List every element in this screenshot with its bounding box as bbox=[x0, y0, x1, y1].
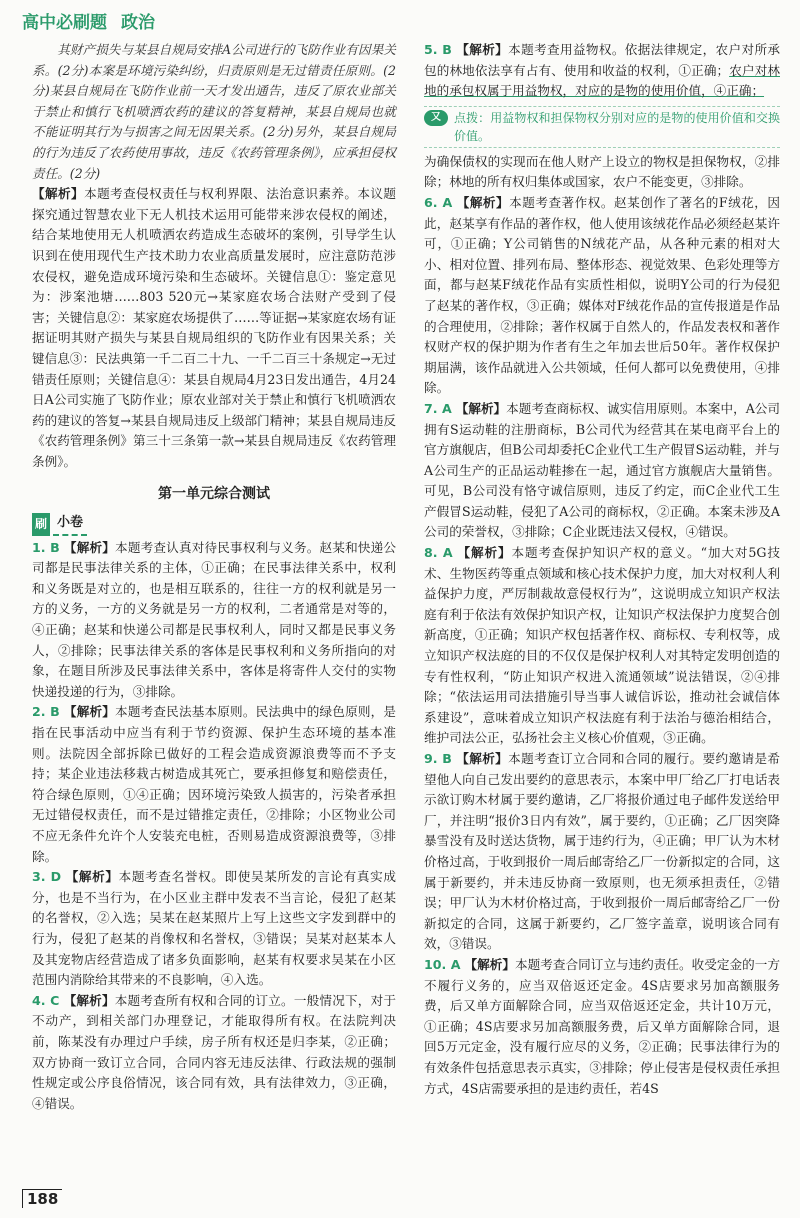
answer-item bbox=[424, 955, 780, 1099]
answer-text: 本题考查认真对待民事权利与义务。赵某和快递公司都是民事法律关系的主体，①正确；在民事法律关系中，权利和义务既是对立的，也是相互联系的，往往一方的权利就是另一方的义务，一方的义务就是另一方的权利，二者通常是对等的，④正确；赵某和快递公司都是民事权利人，同时又都是民事义务人，②排除；民事法律关系的客体是民事权利和义务所指向的对象，在题目所涉及民事法律关系中，客体是将寄件人交付的实物快递投递的行为，③排除。 bbox=[32, 539, 397, 699]
answer-item bbox=[32, 867, 396, 991]
answer-number: 6. A bbox=[424, 194, 453, 210]
answer-number: 4. C bbox=[32, 992, 60, 1008]
section-title: 第一单元综合测试 bbox=[158, 486, 270, 503]
analysis-label: 【解析】 bbox=[32, 186, 85, 202]
book-title: 高中必刷题 bbox=[22, 13, 107, 33]
answer-text: 本题考查著作权。赵某创作了著名的F绒花，因此，赵某享有作品的著作权，他人使用该绒花作品必须经赵某许可，①正确；Y公司销售的N绒花产品，从各种元素的相对大小、相对位置、排列布局、整体形态、视觉效果、色彩处理等方面，都与赵某F绒花作品有实质性相似，说明Y公司的行为侵犯了赵某的著作权，③正确；媒体对F绒花作品的宣传报道是作品的合理使用，②排除；著作权属于自然人的，作品发表权和著作权财产权的保护期为作者有生之年加去世后50年。著作权保护期届满，该作品就进入公共领域，任何人都可以免费使用，④排除。 bbox=[424, 194, 780, 396]
answer-item bbox=[32, 538, 396, 703]
right-column bbox=[424, 40, 780, 1099]
answer-text: 本题考查商标权、诚实信用原则。本案中，A公司拥有S运动鞋的注册商标，B公司代为经营其在某电商平台上的官方旗舰店，但B公司却委托C企业代工生产假冒S运动鞋，并与A公司生产的正品运动鞋掺在一起，通过官方旗舰店大量销售。可见，B公司没有恪守诚信原则，违反了约定，而C企业代工生产假冒S运动鞋，侵犯了A公司的商标权，②正确。本案未涉及A公司的荣誉权，③排除；C企业既违法又侵权，④错误。 bbox=[424, 400, 781, 540]
answer-item bbox=[424, 543, 780, 749]
answer-number: 10. A bbox=[424, 956, 461, 972]
underlined-text: 农户对林地的承包权属于用益物权，对应的是物的使用价值，④正确； bbox=[424, 62, 780, 99]
analysis-label: 【解析】 bbox=[464, 956, 515, 972]
answer-text: 本题考查民法基本原则。民法典中的绿色原则，是指在民事活动中应当有利于节约资源、保护生态环境的基本准则。法院因全部拆除已做好的工程会造成资源浪费等而不予支持；某企业违法移栽古树造成其死亡，要承担修复和赔偿责任，符合绿色原则，①④正确；因环境污染致人损害的，污染者承担无过错侵权责任，而不是过错推定责任，②排除；小区物业公司不应无条件允许个人安装充电桩，否则易造成资源浪费等，③排除。 bbox=[32, 704, 397, 864]
answer-item bbox=[424, 193, 780, 399]
analysis-label: 【解析】 bbox=[63, 539, 116, 555]
tip-text: 点拨：用益物权和担保物权分别对应的是物的使用价值和交换价值。 bbox=[454, 110, 780, 143]
analysis-paragraph bbox=[32, 184, 396, 472]
answer-number: 8. A bbox=[424, 545, 453, 561]
answer-text: 本题考查所有权和合同的订立。一般情况下，对于不动产，到相关部门办理登记，才能取得所有权。在法院判决前，陈某没有办理过户手续，房子所有权还是归李某，②正确；双方协商一致订立合同，合同内容无违反法律、行政法规的强制性规定或公序良俗情况，该合同有效，具有法律效力，③正确，④错误。 bbox=[32, 992, 396, 1111]
practice-badge: 刷 bbox=[32, 513, 50, 536]
analysis-label: 【解析】 bbox=[455, 400, 507, 416]
answer-item bbox=[424, 399, 780, 543]
answer-number: 5. B bbox=[424, 42, 452, 57]
answer-item bbox=[424, 40, 780, 102]
answer-text: 本题考查合同订立与违约责任。收受定金的一方不履行义务的，应当双倍返还定金。4S店要求另加高额服务费，后又单方面解除合同，应当双倍返还定金，共计10万元，①正确；4S店要求另加高额服务费，后又单方面解除合同，退回5万元定金，没有履行应尽的义务，②正确；民事法律行为的有效条件包括意思表示真实，③排除；停止侵害是侵权责任承担方式，4S店需要承担的是违约责任，若4S bbox=[424, 956, 780, 1096]
answer-item bbox=[32, 991, 396, 1115]
analysis-label: 【解析】 bbox=[457, 545, 512, 561]
page-number: 188 bbox=[22, 1189, 62, 1208]
analysis-label: 【解析】 bbox=[63, 704, 116, 720]
answer-number: 2. B bbox=[32, 704, 60, 720]
answer-text: 本题考查名誉权。即使吴某所发的言论有真实成分，也是不当行为，在小区业主群中发表不当言论，侵犯了赵某的名誉权，②入选；吴某在赵某照片上写上这些文字发到群中的行为，侵犯了赵某的肖像权和名誉权，③错误；吴某对赵某本人及其宠物店经营造成了诸多负面影响，赵某有权要求吴某在小区范围内消除给其带来的不良影响，④入选。 bbox=[32, 869, 396, 988]
analysis-label: 【解析】 bbox=[456, 194, 510, 210]
answer-text: 本题考查订立合同和合同的履行。要约邀请是希望他人向自己发出要约的意思表示，本案中甲厂给乙厂打电话表示欲订购木材属于要约邀请，乙厂将报价通过电子邮件发送给甲厂，并注明“报价3日内有效”，属于要约，①正确；乙厂因突降暴雪没有及时送达货物，属于违约行为，④正确；甲厂认为木材价格过高，于收到报价一周后邮寄给乙厂一份新拟定的合同，这属于新要约，并未违反协商一致原则，也无须承担责任，②错误；甲厂认为木材价格过高，于收到报价一周后邮寄给乙厂一份新拟定的合同，这属于新要约，乙厂签字盖章，说明该合同有效，③错误。 bbox=[424, 751, 781, 952]
analysis-label: 【解析】 bbox=[456, 751, 509, 766]
answer-item bbox=[424, 749, 780, 955]
left-column bbox=[32, 40, 396, 1114]
page-header bbox=[22, 8, 155, 33]
tip-icon: 又 bbox=[424, 110, 448, 126]
practice-badge-row bbox=[32, 513, 396, 536]
answer-number: 3. D bbox=[32, 869, 62, 885]
answer-text: 本题考查用益物权。依据法律规定，农户对所承包的林地依法享有占有、使用和收益的权利，①正确； bbox=[424, 42, 781, 78]
answer-number: 1. B bbox=[32, 539, 60, 555]
answer-number: 7. A bbox=[424, 400, 452, 416]
analysis-text: 本题考查侵权责任与权利界限、法治意识素养。本议题探究通过智慧农业下无人机技术运用可能带来涉农侵权的阐述，结合某地使用无人机喷洒农药造成生态破坏的案例，引导学生认识到在使用现代生产技术助力农业高质量发展时，应注意防范涉农侵权，避免造成环境污染和生态破坏。关键信息①：鉴定意见为：涉案池塘……803 520元→某家庭农场合法财产受到了侵害；关键信息②：某家庭农场提供了……等证据→某家庭农场有证据证明其财产损失与某县自规局组织的飞防作业有因果关系；关键信息③：民法典第一千二百二十九、一千二百三十条规定→无过错责任原则；关键信息④：某县自规局4月23日发出通告，4月24日A公司实施了飞防作业；原农业部对关于禁止和慎行飞机喷洒农药的建议的答复→某县自规局违反上级部门精神；某县自规局违反《农药管理条例》第三十三条第一款→某县自规局违反《农药管理条例》。 bbox=[32, 186, 397, 469]
practice-badge-label: 小卷 bbox=[53, 513, 87, 536]
answer-intro: 其财产损失与某县自规局安排A公司进行的飞防作业有因果关系。(2分)本案是环境污染纠纷，归责原则是无过错责任原则。(2分)某县自规局在飞防作业前一天才发出通告，违反了原农业部关于禁止和慎行飞机喷洒农药的建议的答复精神，某县自规局也就不能证明其行为与损害之间无因果关系。(2分)另外，某县自规局的行为违反了农药使用事故，违反《农药管理条例》，应承担侵权责任。(2分) bbox=[32, 42, 396, 181]
analysis-label: 【解析】 bbox=[456, 42, 509, 57]
answer-number: 9. B bbox=[424, 751, 452, 766]
answer-continued: 为确保债权的实现而在他人财产上设立的物权是担保物权，②排除；林地的所有权归集体或国家，农户不能变更，③排除。 bbox=[424, 153, 780, 190]
answer-text: 本题考查保护知识产权的意义。“加大对5G技术、生物医药等重点领域和核心技术保护力度，加大对权利人利益保护力度，严厉制裁故意侵权行为”，这说明成立知识产权法庭有利于依法有效保护知识产权，让知识产权法保护力度契合创新高度，①正确；知识产权包括著作权、商标权、专利权等，成立知识产权法庭的目的不仅仅是保护权利人对其特定发明创造的专有性权利，“防止知识产权进入流通领域”说法错误，②④排除；“依法运用司法措施引导当事人诚信诉讼，推动社会诚信体系建设”，意味着成立知识产权法庭有利于法治与德治相结合，维护司法公正，弘扬社会主义核心价值观，③正确。 bbox=[424, 545, 780, 746]
analysis-label: 【解析】 bbox=[63, 992, 115, 1008]
answer-item bbox=[32, 702, 396, 867]
subject-title: 政治 bbox=[121, 13, 155, 33]
tip-box bbox=[424, 106, 780, 148]
analysis-label: 【解析】 bbox=[65, 869, 119, 885]
